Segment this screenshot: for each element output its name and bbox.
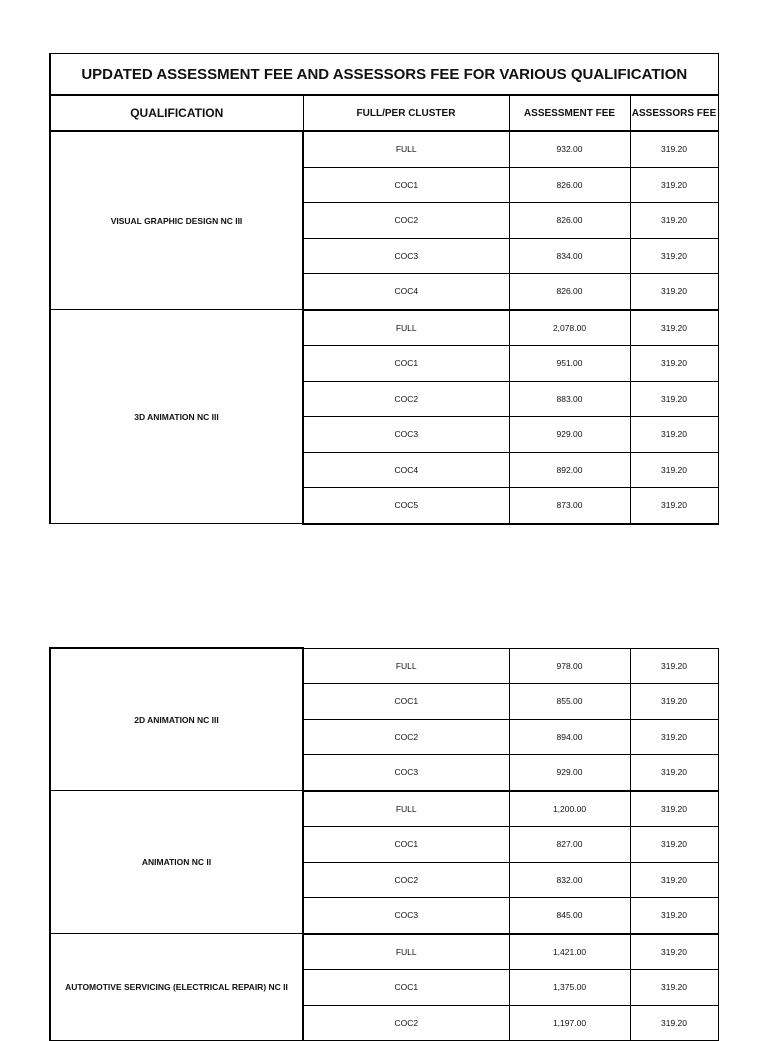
assessors-fee-cell: 319.20 bbox=[630, 274, 718, 310]
table-row bbox=[50, 934, 718, 970]
assessors-fee-cell: 319.20 bbox=[630, 381, 718, 417]
assessment-fee-cell: 932.00 bbox=[509, 131, 630, 167]
assessment-fee-cell: 2,078.00 bbox=[509, 310, 630, 346]
assessment-fee-cell: 827.00 bbox=[509, 827, 630, 863]
assessors-fee-cell: 319.20 bbox=[630, 755, 718, 791]
cluster-cell: COC1 bbox=[303, 167, 509, 203]
cluster-cell: COC4 bbox=[303, 274, 509, 310]
header-full-per-cluster: FULL/PER CLUSTER bbox=[303, 95, 509, 131]
header-assessors-fee: ASSESSORS FEE bbox=[630, 95, 718, 131]
assessors-fee-cell: 319.20 bbox=[630, 346, 718, 382]
assessment-fee-cell: 826.00 bbox=[509, 203, 630, 239]
assessment-fee-cell: 892.00 bbox=[509, 452, 630, 488]
assessment-fee-cell: 1,421.00 bbox=[509, 934, 630, 970]
cluster-cell: FULL bbox=[303, 934, 509, 970]
assessors-fee-cell: 319.20 bbox=[630, 648, 718, 684]
assessment-fee-cell: 1,200.00 bbox=[509, 791, 630, 827]
cluster-cell: COC3 bbox=[303, 755, 509, 791]
assessment-fee-cell: 929.00 bbox=[509, 417, 630, 453]
cluster-cell: FULL bbox=[303, 131, 509, 167]
table-row bbox=[50, 310, 718, 346]
cluster-cell: COC3 bbox=[303, 898, 509, 934]
assessment-fee-cell: 826.00 bbox=[509, 274, 630, 310]
cluster-cell: COC2 bbox=[303, 203, 509, 239]
cluster-cell: FULL bbox=[303, 310, 509, 346]
cluster-cell: COC3 bbox=[303, 417, 509, 453]
fee-table-page-top bbox=[49, 53, 719, 525]
assessors-fee-cell: 319.20 bbox=[630, 167, 718, 203]
assessment-fee-cell: 845.00 bbox=[509, 898, 630, 934]
cluster-cell: COC2 bbox=[303, 719, 509, 755]
assessors-fee-cell: 319.20 bbox=[630, 934, 718, 970]
assessment-fee-cell: 855.00 bbox=[509, 684, 630, 720]
qualification-name: VISUAL GRAPHIC DESIGN NC III bbox=[50, 131, 303, 310]
cluster-cell: COC3 bbox=[303, 238, 509, 274]
assessment-fee-cell: 929.00 bbox=[509, 755, 630, 791]
assessors-fee-cell: 319.20 bbox=[630, 827, 718, 863]
cluster-cell: COC5 bbox=[303, 488, 509, 524]
assessors-fee-cell: 319.20 bbox=[630, 203, 718, 239]
assessors-fee-cell: 319.20 bbox=[630, 970, 718, 1006]
assessment-fee-cell: 951.00 bbox=[509, 346, 630, 382]
assessors-fee-cell: 319.20 bbox=[630, 719, 718, 755]
assessors-fee-cell: 319.20 bbox=[630, 898, 718, 934]
assessment-fee-cell: 832.00 bbox=[509, 862, 630, 898]
assessors-fee-cell: 319.20 bbox=[630, 684, 718, 720]
assessment-fee-cell: 834.00 bbox=[509, 238, 630, 274]
cluster-cell: FULL bbox=[303, 648, 509, 684]
assessors-fee-cell: 319.20 bbox=[630, 791, 718, 827]
assessors-fee-cell: 319.20 bbox=[630, 417, 718, 453]
cluster-cell: COC2 bbox=[303, 1005, 509, 1041]
assessors-fee-cell: 319.20 bbox=[630, 862, 718, 898]
assessors-fee-cell: 319.20 bbox=[630, 310, 718, 346]
assessors-fee-cell: 319.20 bbox=[630, 452, 718, 488]
header-qualification: QUALIFICATION bbox=[50, 95, 303, 131]
qualification-name: 2D ANIMATION NC III bbox=[50, 648, 303, 791]
table-row bbox=[50, 131, 718, 167]
cluster-cell: COC1 bbox=[303, 827, 509, 863]
assessment-fee-cell: 894.00 bbox=[509, 719, 630, 755]
document-title: UPDATED ASSESSMENT FEE AND ASSESSORS FEE FOR VARIOUS QUALIFICATION bbox=[50, 54, 718, 96]
assessment-fee-cell: 978.00 bbox=[509, 648, 630, 684]
qualification-name: ANIMATION NC II bbox=[50, 791, 303, 934]
assessors-fee-cell: 319.20 bbox=[630, 1005, 718, 1041]
assessment-fee-cell: 1,375.00 bbox=[509, 970, 630, 1006]
cluster-cell: COC1 bbox=[303, 684, 509, 720]
assessment-fee-cell: 883.00 bbox=[509, 381, 630, 417]
assessors-fee-cell: 319.20 bbox=[630, 238, 718, 274]
cluster-cell: COC4 bbox=[303, 452, 509, 488]
qualification-name: AUTOMOTIVE SERVICING (ELECTRICAL REPAIR) NC II bbox=[50, 934, 303, 1041]
table-row bbox=[50, 791, 718, 827]
assessment-fee-cell: 1,197.00 bbox=[509, 1005, 630, 1041]
fee-table-page-bottom bbox=[49, 647, 719, 1041]
cluster-cell: COC2 bbox=[303, 381, 509, 417]
assessors-fee-cell: 319.20 bbox=[630, 131, 718, 167]
assessment-fee-cell: 826.00 bbox=[509, 167, 630, 203]
header-assessment-fee: ASSESSMENT FEE bbox=[509, 95, 630, 131]
cluster-cell: COC2 bbox=[303, 862, 509, 898]
cluster-cell: COC1 bbox=[303, 970, 509, 1006]
assessors-fee-cell: 319.20 bbox=[630, 488, 718, 524]
table-row bbox=[50, 648, 718, 684]
assessment-fee-cell: 873.00 bbox=[509, 488, 630, 524]
qualification-name: 3D ANIMATION NC III bbox=[50, 310, 303, 524]
cluster-cell: FULL bbox=[303, 791, 509, 827]
cluster-cell: COC1 bbox=[303, 346, 509, 382]
